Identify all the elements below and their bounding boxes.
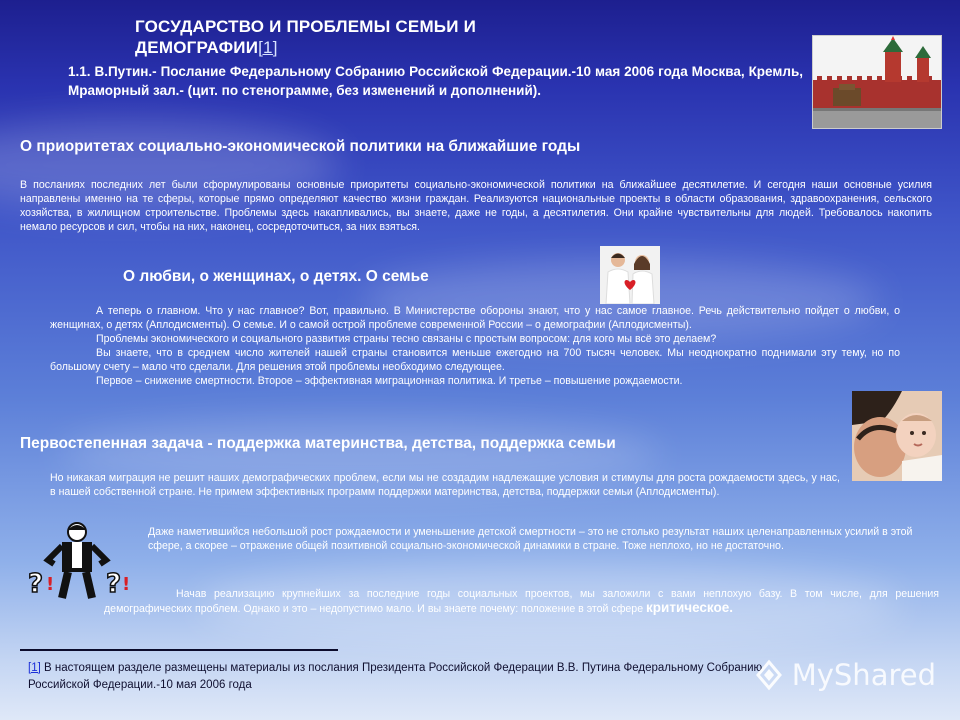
svg-text:?: ? <box>28 569 44 599</box>
paragraph <box>104 587 939 616</box>
kremlin-wall-icon <box>812 35 942 129</box>
svg-text:!: ! <box>46 574 55 595</box>
section-text-support-3 <box>104 587 939 616</box>
footnote <box>28 660 818 694</box>
paragraph: Первое – снижение смертности. Второе – эффективная миграционная политика. И третье – повышение рождаемости. <box>96 375 683 387</box>
watermark <box>752 658 936 692</box>
page-title <box>135 16 476 58</box>
footnote-backlink[interactable]: [1] <box>28 662 41 674</box>
paragraph: Проблемы экономического и социального развития страны тесно связаны с простым вопросом: для кого мы всё это делаем? <box>96 333 717 345</box>
myshared-logo-icon <box>752 658 786 692</box>
paragraph: Вы знаете, что в среднем число жителей нашей страны становится меньше ежегодно на 700 тысяч человек. Мы неоднократно поднимали эту тему, но по большому счету – мало что сделали. Для решения этой проблемы необходимо следующее. <box>50 347 900 373</box>
father-kissing-baby-icon <box>852 391 942 481</box>
svg-text:?: ? <box>106 569 122 599</box>
footnote-divider <box>20 649 338 651</box>
section-text-support-2 <box>148 525 920 553</box>
emphasis-critical: критическое. <box>646 600 734 615</box>
section-text-support-1 <box>50 471 840 499</box>
svg-text:!: ! <box>122 574 131 595</box>
section-heading-priorities: О приоритетах социально-экономической политики на ближайшие годы <box>20 138 581 155</box>
title-line-1: ГОСУДАРСТВО И ПРОБЛЕМЫ СЕМЬИ И <box>135 17 476 36</box>
section-heading-support: Первостепенная задача - поддержка материнства, детства, поддержка семьи <box>20 435 616 452</box>
watermark-text: MyShared <box>791 658 936 692</box>
section-heading-family: О любви, о женщинах, о детях. О семье <box>123 268 429 285</box>
title-line-2-text: ДЕМОГРАФИИ <box>135 38 259 57</box>
title-line-2 <box>135 37 476 58</box>
section-text-priorities <box>20 178 932 234</box>
paragraph: А теперь о главном. Что у нас главное? Вот, правильно. В Министерстве обороны знают, что у нас самое главное. Речь действительно пойдет о любви, о женщинах, о детях (Аплодисменты). О семье. И о самой острой проблеме современной России – о демографии (Аплодисменты). <box>50 305 900 331</box>
section-text-family <box>50 304 900 388</box>
title-footnote-link[interactable]: [1] <box>258 38 278 57</box>
speech-reference: 1.1. В.Путин.- Послание Федеральному Собранию Российской Федерации.-10 мая 2006 года Москва, Кремль, Мраморный зал.- (цит. по стенограмме, без изменений и дополнений). <box>68 64 803 98</box>
footnote-text: В настоящем разделе размещены материалы из послания Президента Российской Федерации В.В. Путина Федеральному Собранию Российской Федерации.-10 мая 2006 года <box>28 662 763 691</box>
paragraph: Даже наметившийся небольшой рост рождаемости и уменьшение детской смертности – это не столько результат наших целенаправленных усилий в этой сфере, а скорее – отражение общей позитивной социально-экономической динамики в стране. Тоже неплохо, но не достаточно. <box>148 526 913 552</box>
paragraph: Но никакая миграция не решит наших демографических проблем, если мы не создадим надлежащие условия и стимулы для роста рождаемости здесь, у нас, в нашей собственной стране. Не примем эффективных программ поддержки материнства, детства, поддержки семьи (Аплодисменты). <box>50 472 840 498</box>
paragraph: В посланиях последних лет были сформулированы основные приоритеты социально-экономической политики на ближайшее десятилетие. И сегодня наши основные усилия направлены именно на те сферы, которые прямо определяют качество жизни граждан. Реализуются национальные проекты в области образования, здравоохранения, сельского хозяйства, в жилищном строительстве. Проблемы здесь накапливались, вы знаете, даже не годы, а десятилетия. Они крайне чувствительны для людей. Требовалось накопить немало ресурсов и сил, чтобы на них, наконец, сосредоточиться, за них взяться. <box>20 179 932 233</box>
couple-with-heart-icon <box>600 246 660 304</box>
paragraph-text: Начав реализацию крупнейших за последние годы социальных проектов, мы заложили с вами неплохую базу. В том числе, для решения демографических проблем. Однако и это – недопустимо мало. И вы знаете почему: положение в этой сфере <box>104 588 939 615</box>
